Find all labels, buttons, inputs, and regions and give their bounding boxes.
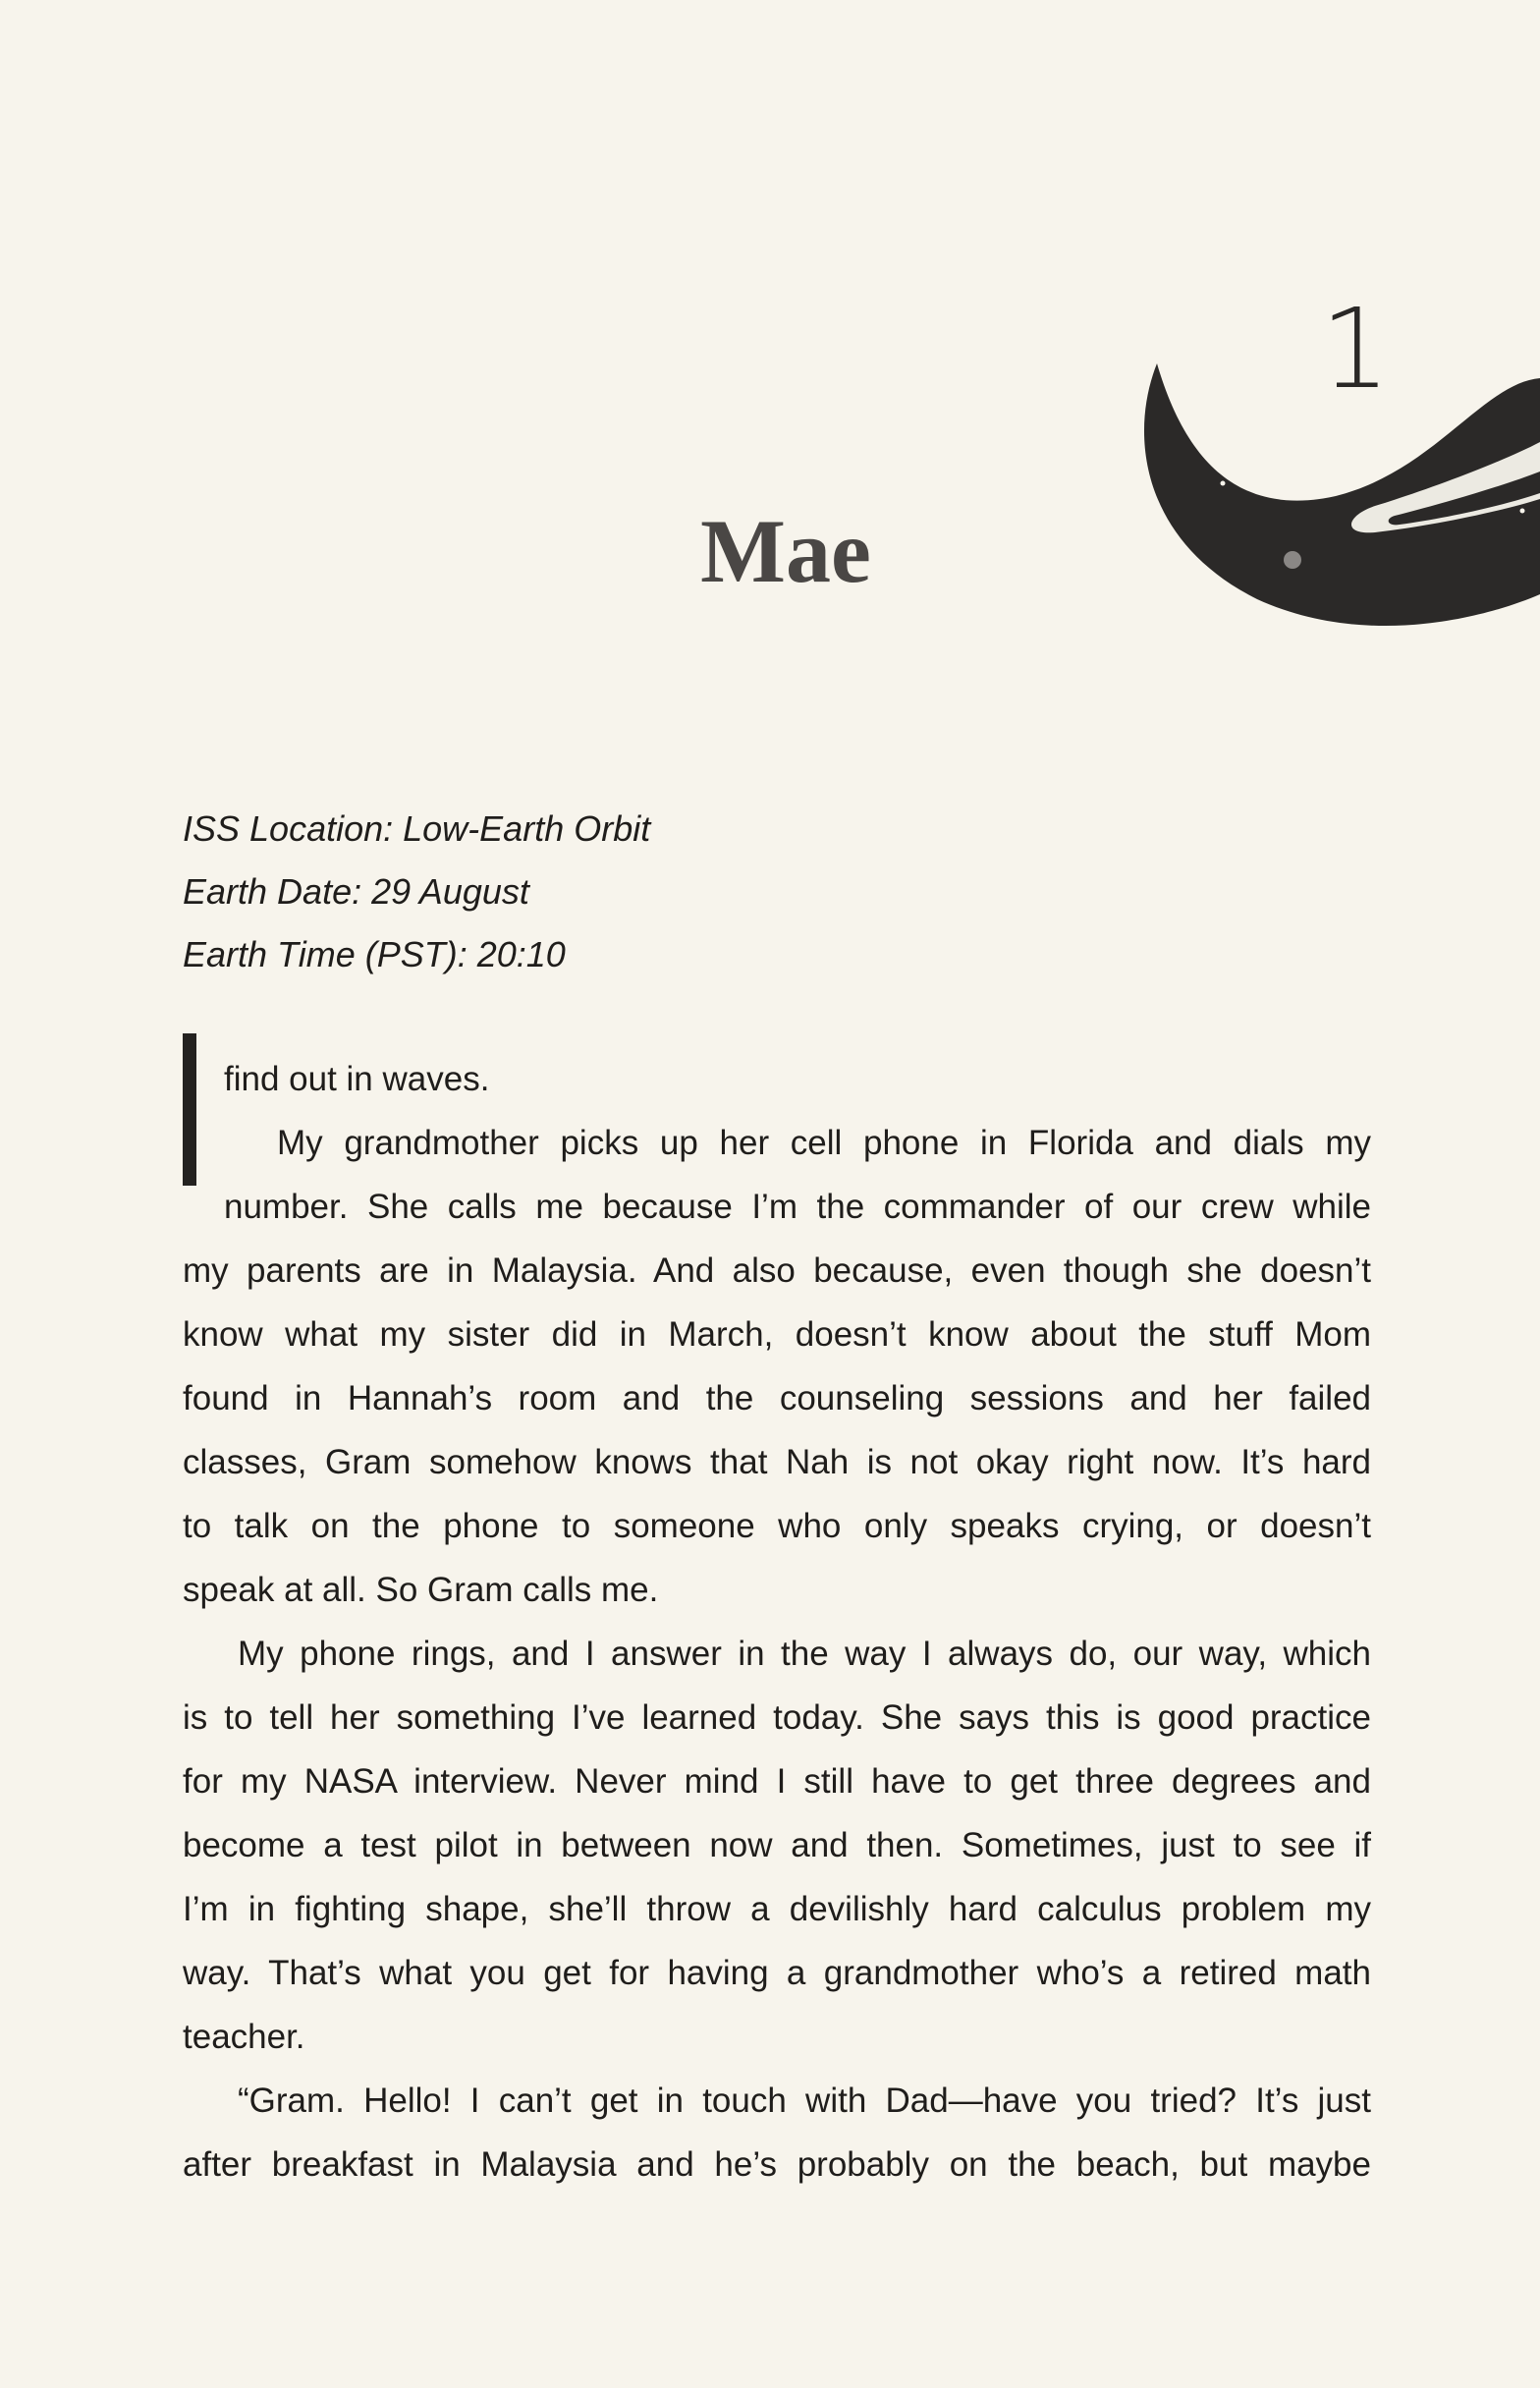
chapter-title: Mae (700, 501, 871, 601)
location-line: ISS Location: Low-Earth Orbit (183, 808, 651, 849)
date-line: Earth Date: 29 August (183, 871, 529, 912)
chapter-metadata (183, 798, 650, 986)
text-line: I’m in fighting shape, she’ll throw a devilishly hard calculus problem my (183, 1890, 1371, 1928)
text-line: classes, Gram somehow knows that Nah is not okay right now. It’s hard (183, 1443, 1371, 1481)
text-line: to talk on the phone to someone who only speaks crying, or doesn’t (183, 1507, 1371, 1545)
text-line: speak at all. So Gram calls me. (183, 1571, 659, 1609)
text-line: my parents are in Malaysia. And also because, even though she doesn’t (183, 1251, 1371, 1290)
chapter-number: 1 (1320, 286, 1391, 414)
chapter-body (183, 1047, 1371, 2196)
text-line: My grandmother picks up her cell phone in Florida and dials my (277, 1124, 1371, 1162)
text-line: number. She calls me because I’m the commander of our crew while (224, 1188, 1371, 1226)
paragraph (183, 1047, 1371, 1111)
text-line: is to tell her something I’ve learned today. She says this is good practice (183, 1698, 1371, 1737)
text-line: found in Hannah’s room and the counseling sessions and her failed (183, 1379, 1371, 1417)
text-line: find out in waves. (224, 1060, 490, 1098)
text-line: “Gram. Hello! I can’t get in touch with Dad—have you tried? It’s just (238, 2082, 1371, 2120)
text-line: for my NASA interview. Never mind I still have to get three degrees and (183, 1762, 1371, 1801)
paragraph (183, 2069, 1371, 2196)
text-line: know what my sister did in March, doesn’t know about the stuff Mom (183, 1315, 1371, 1354)
text-line: after breakfast in Malaysia and he’s probably on the beach, but maybe (183, 2145, 1371, 2184)
time-line: Earth Time (PST): 20:10 (183, 934, 566, 974)
text-line: become a test pilot in between now and then. Sometimes, just to see if (183, 1826, 1371, 1864)
paragraph (183, 1622, 1371, 2069)
text-line: way. That’s what you get for having a grandmother who’s a retired math (183, 1954, 1371, 1992)
text-line: My phone rings, and I answer in the way I always do, our way, which (238, 1635, 1371, 1673)
text-line: teacher. (183, 2018, 305, 2056)
paragraph (183, 1111, 1371, 1622)
